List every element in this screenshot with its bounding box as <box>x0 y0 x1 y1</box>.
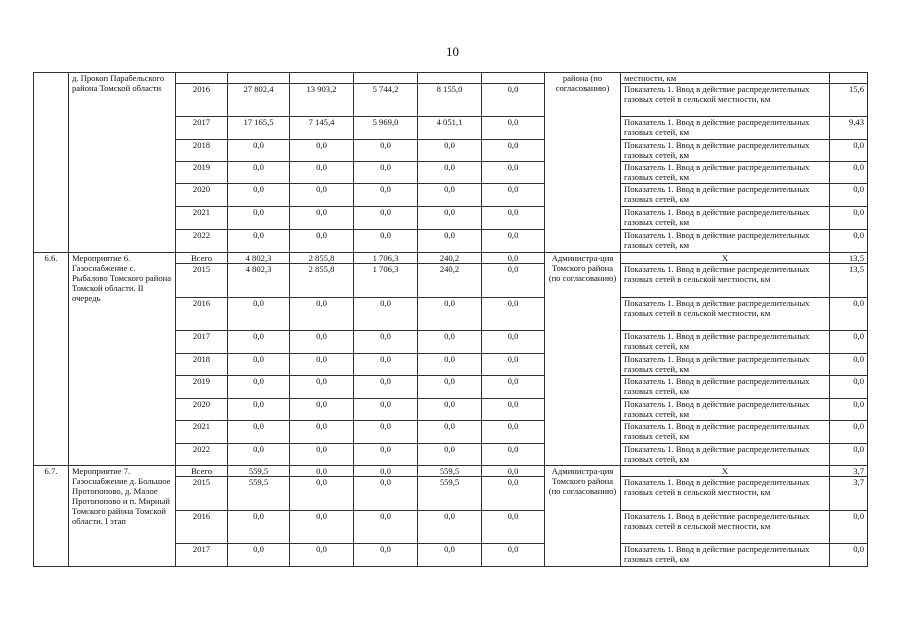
row-number <box>34 73 69 253</box>
total-cell: 0,0 <box>228 399 290 421</box>
indicator-value: 0,0 <box>830 376 868 399</box>
value-cell: 0,0 <box>354 331 418 354</box>
value-cell: 0,0 <box>482 477 545 511</box>
value-cell: 0,0 <box>418 331 482 354</box>
indicator-value: 0,0 <box>830 207 868 230</box>
value-cell: 0,0 <box>482 84 545 117</box>
total-cell: 0,0 <box>228 511 290 544</box>
indicator-cell: Показатель 1. Ввод в действие распределительных газовых сетей, км <box>621 184 830 207</box>
value-cell: 5 744,2 <box>354 84 418 117</box>
responsible-cell: района (по согласованию) <box>545 73 621 253</box>
total-cell: 0,0 <box>228 544 290 567</box>
page-number: 10 <box>446 44 459 59</box>
total-cell: 17 165,5 <box>228 117 290 140</box>
indicator-cell: Показатель 1. Ввод в действие распределительных газовых сетей в сельской местности, км <box>621 298 830 331</box>
value-cell <box>354 73 418 84</box>
value-cell: 240,2 <box>418 253 482 264</box>
total-cell: 559,5 <box>228 477 290 511</box>
total-cell: 0,0 <box>228 162 290 184</box>
value-cell <box>482 73 545 84</box>
value-cell: 0,0 <box>354 298 418 331</box>
indicator-cell: Показатель 1. Ввод в действие распределительных газовых сетей в сельской местности, км <box>621 477 830 511</box>
year-cell: 2022 <box>176 444 228 466</box>
table-row <box>34 466 868 477</box>
program-table <box>33 72 868 567</box>
value-cell: 1 706,3 <box>354 264 418 298</box>
value-cell: 0,0 <box>290 354 354 376</box>
value-cell: 0,0 <box>418 140 482 162</box>
value-cell: 0,0 <box>482 140 545 162</box>
value-cell: 0,0 <box>290 298 354 331</box>
total-cell: 0,0 <box>228 354 290 376</box>
value-cell: 559,5 <box>418 466 482 477</box>
value-cell: 7 145,4 <box>290 117 354 140</box>
indicator-cell: Показатель 1. Ввод в действие распределительных газовых сетей, км <box>621 444 830 466</box>
indicator-value: 0,0 <box>830 544 868 567</box>
total-cell: 0,0 <box>228 298 290 331</box>
value-cell: 0,0 <box>354 230 418 253</box>
year-cell: 2017 <box>176 544 228 567</box>
indicator-cell: Показатель 1. Ввод в действие распределительных газовых сетей, км <box>621 162 830 184</box>
value-cell: 0,0 <box>482 399 545 421</box>
year-cell: 2016 <box>176 511 228 544</box>
value-cell: 0,0 <box>418 230 482 253</box>
indicator-value: 3,7 <box>830 477 868 511</box>
indicator-cell: Показатель 1. Ввод в действие распределительных газовых сетей, км <box>621 140 830 162</box>
total-cell: 0,0 <box>228 230 290 253</box>
responsible-cell: Администра-ция Томского района (по согласованию) <box>545 466 621 567</box>
indicator-value: 0,0 <box>830 444 868 466</box>
indicator-cell: Показатель 1. Ввод в действие распределительных газовых сетей, км <box>621 399 830 421</box>
value-cell: 0,0 <box>354 354 418 376</box>
indicator-cell: Показатель 1. Ввод в действие распределительных газовых сетей, км <box>621 117 830 140</box>
value-cell: 0,0 <box>482 230 545 253</box>
value-cell: 0,0 <box>354 376 418 399</box>
value-cell: 0,0 <box>482 264 545 298</box>
value-cell: 2 855,8 <box>290 253 354 264</box>
year-cell: 2016 <box>176 84 228 117</box>
value-cell: 0,0 <box>482 511 545 544</box>
indicator-value: 0,0 <box>830 184 868 207</box>
table-body <box>34 73 868 567</box>
row-number: 6.7. <box>34 466 69 567</box>
total-cell: 4 802,3 <box>228 264 290 298</box>
year-cell: 2016 <box>176 298 228 331</box>
indicator-value: 0,0 <box>830 354 868 376</box>
indicator-cell: Показатель 1. Ввод в действие распределительных газовых сетей, км <box>621 544 830 567</box>
value-cell: 0,0 <box>354 511 418 544</box>
value-cell: 0,0 <box>482 117 545 140</box>
value-cell: 0,0 <box>418 511 482 544</box>
activity-name: Мероприятие 7. Газоснабжение д. Большое Протопопово, д. Малое Протопопово и п. Мирный Томского района Томской области. I этап <box>69 466 176 567</box>
value-cell: 0,0 <box>290 444 354 466</box>
indicator-cell: Показатель 1. Ввод в действие распределительных газовых сетей, км <box>621 354 830 376</box>
value-cell: 0,0 <box>482 207 545 230</box>
value-cell: 0,0 <box>354 444 418 466</box>
value-cell: 0,0 <box>354 162 418 184</box>
year-cell: 2018 <box>176 140 228 162</box>
value-cell: 0,0 <box>290 207 354 230</box>
indicator-value: 0,0 <box>830 399 868 421</box>
responsible-cell: Администра-ция Томского района (по согласованию) <box>545 253 621 466</box>
value-cell: 0,0 <box>354 544 418 567</box>
year-cell: 2020 <box>176 399 228 421</box>
year-cell: 2015 <box>176 264 228 298</box>
value-cell: 0,0 <box>354 421 418 444</box>
indicator-value: 0,0 <box>830 140 868 162</box>
table-row <box>34 73 868 84</box>
value-cell: 0,0 <box>354 207 418 230</box>
value-cell: 0,0 <box>418 376 482 399</box>
activity-name: Мероприятие 6. Газоснабжение с. Рыбалово Томского района Томской области. II очередь <box>69 253 176 466</box>
value-cell: 0,0 <box>482 354 545 376</box>
indicator-cell: Показатель 1. Ввод в действие распределительных газовых сетей, км <box>621 331 830 354</box>
indicator-cell: Показатель 1. Ввод в действие распределительных газовых сетей в сельской местности, км <box>621 84 830 117</box>
indicator-value: 13,5 <box>830 253 868 264</box>
value-cell: 0,0 <box>482 162 545 184</box>
value-cell: 0,0 <box>418 207 482 230</box>
value-cell: 13 903,2 <box>290 84 354 117</box>
year-cell: 2021 <box>176 207 228 230</box>
total-cell: 0,0 <box>228 376 290 399</box>
value-cell: 0,0 <box>482 444 545 466</box>
value-cell: 0,0 <box>354 399 418 421</box>
value-cell: 1 706,3 <box>354 253 418 264</box>
value-cell: 0,0 <box>354 477 418 511</box>
value-cell: 0,0 <box>482 544 545 567</box>
total-cell <box>228 73 290 84</box>
year-cell: 2015 <box>176 477 228 511</box>
indicator-cell: Показатель 1. Ввод в действие распределительных газовых сетей, км <box>621 207 830 230</box>
indicator-cell: Показатель 1. Ввод в действие распределительных газовых сетей, км <box>621 376 830 399</box>
total-cell: 4 802,3 <box>228 253 290 264</box>
value-cell: 0,0 <box>290 184 354 207</box>
total-cell: 0,0 <box>228 421 290 444</box>
indicator-cell: местности, км <box>621 73 830 84</box>
value-cell: 0,0 <box>482 466 545 477</box>
value-cell: 0,0 <box>290 162 354 184</box>
indicator-cell: X <box>621 253 830 264</box>
value-cell: 4 051,1 <box>418 117 482 140</box>
year-cell: Всего <box>176 466 228 477</box>
value-cell: 0,0 <box>482 421 545 444</box>
value-cell: 0,0 <box>418 354 482 376</box>
indicator-value: 0,0 <box>830 421 868 444</box>
value-cell: 0,0 <box>418 421 482 444</box>
value-cell: 2 855,8 <box>290 264 354 298</box>
value-cell: 0,0 <box>482 253 545 264</box>
row-number: 6.6. <box>34 253 69 466</box>
indicator-cell: Показатель 1. Ввод в действие распределительных газовых сетей, км <box>621 421 830 444</box>
value-cell: 0,0 <box>290 511 354 544</box>
indicator-value: 13,5 <box>830 264 868 298</box>
value-cell: 0,0 <box>418 184 482 207</box>
total-cell: 0,0 <box>228 184 290 207</box>
year-cell: 2018 <box>176 354 228 376</box>
year-cell <box>176 73 228 84</box>
indicator-cell: Показатель 1. Ввод в действие распределительных газовых сетей, км <box>621 230 830 253</box>
value-cell: 0,0 <box>290 544 354 567</box>
table-row <box>34 253 868 264</box>
value-cell: 0,0 <box>290 140 354 162</box>
indicator-cell: Показатель 1. Ввод в действие распределительных газовых сетей в сельской местности, км <box>621 264 830 298</box>
year-cell: 2019 <box>176 376 228 399</box>
value-cell: 0,0 <box>482 184 545 207</box>
value-cell: 0,0 <box>418 444 482 466</box>
total-cell: 0,0 <box>228 140 290 162</box>
year-cell: 2022 <box>176 230 228 253</box>
year-cell: 2021 <box>176 421 228 444</box>
indicator-value: 0,0 <box>830 230 868 253</box>
indicator-value: 0,0 <box>830 162 868 184</box>
value-cell: 5 969,0 <box>354 117 418 140</box>
indicator-cell: Показатель 1. Ввод в действие распределительных газовых сетей в сельской местности, км <box>621 511 830 544</box>
value-cell: 0,0 <box>418 399 482 421</box>
year-cell: Всего <box>176 253 228 264</box>
total-cell: 0,0 <box>228 207 290 230</box>
value-cell: 0,0 <box>290 466 354 477</box>
value-cell: 240,2 <box>418 264 482 298</box>
value-cell: 0,0 <box>290 477 354 511</box>
value-cell: 0,0 <box>418 162 482 184</box>
value-cell: 0,0 <box>290 376 354 399</box>
value-cell: 0,0 <box>482 298 545 331</box>
value-cell: 0,0 <box>290 399 354 421</box>
total-cell: 559,5 <box>228 466 290 477</box>
total-cell: 0,0 <box>228 331 290 354</box>
value-cell: 8 155,0 <box>418 84 482 117</box>
indicator-value: 15,6 <box>830 84 868 117</box>
indicator-value <box>830 73 868 84</box>
total-cell: 27 802,4 <box>228 84 290 117</box>
indicator-cell: X <box>621 466 830 477</box>
value-cell: 0,0 <box>290 421 354 444</box>
activity-name: д. Прокоп Парабельского района Томской области <box>69 73 176 253</box>
value-cell: 0,0 <box>482 376 545 399</box>
value-cell: 0,0 <box>354 184 418 207</box>
year-cell: 2020 <box>176 184 228 207</box>
value-cell: 0,0 <box>290 230 354 253</box>
year-cell: 2017 <box>176 331 228 354</box>
value-cell: 0,0 <box>290 331 354 354</box>
indicator-value: 0,0 <box>830 331 868 354</box>
year-cell: 2017 <box>176 117 228 140</box>
value-cell <box>418 73 482 84</box>
indicator-value: 3,7 <box>830 466 868 477</box>
total-cell: 0,0 <box>228 444 290 466</box>
value-cell: 0,0 <box>354 466 418 477</box>
indicator-value: 0,0 <box>830 298 868 331</box>
value-cell <box>290 73 354 84</box>
value-cell: 559,5 <box>418 477 482 511</box>
indicator-value: 9,43 <box>830 117 868 140</box>
value-cell: 0,0 <box>482 331 545 354</box>
value-cell: 0,0 <box>354 140 418 162</box>
value-cell: 0,0 <box>418 544 482 567</box>
year-cell: 2019 <box>176 162 228 184</box>
indicator-value: 0,0 <box>830 511 868 544</box>
value-cell: 0,0 <box>418 298 482 331</box>
